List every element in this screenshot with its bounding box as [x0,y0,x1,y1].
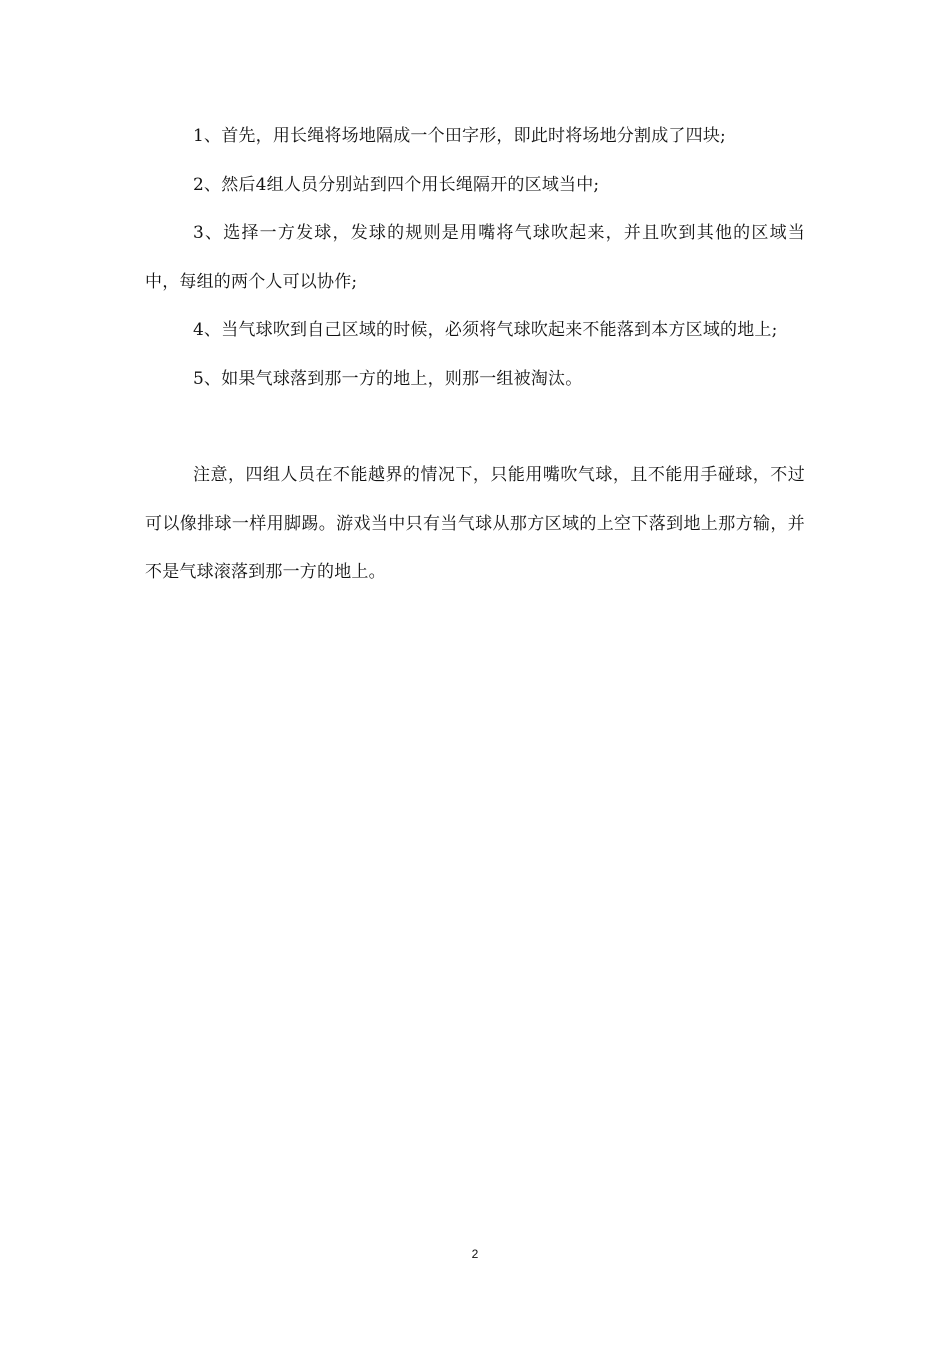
step-3-paragraph: 3、选择一方发球，发球的规则是用嘴将气球吹起来，并且吹到其他的区域当中，每组的两个人可以协作; [145,223,805,292]
step-2-paragraph: 2、然后4组人员分别站到四个用长绳隔开的区域当中; [193,174,600,195]
step-5-paragraph: 5、如果气球落到那一方的地上，则那一组被淘汰。 [193,368,583,389]
step-1-paragraph: 1、首先，用长绳将场地隔成一个田字形，即此时将场地分割成了四块; [193,126,726,146]
step-4-paragraph: 4、当气球吹到自己区域的时候，必须将气球吹起来不能落到本方区域的地上; [193,320,778,340]
note-paragraph: 注意，四组人员在不能越界的情况下，只能用嘴吹气球，且不能用手碰球，不过可以像排球一样用脚踢。游戏当中只有当气球从那方区域的上空下落到地上那方输，并不是气球滚落到那一方的地上。 [145,465,805,582]
paragraph-spacer [145,403,805,451]
document-body [145,112,805,597]
page-number: 2 [471,1247,479,1261]
